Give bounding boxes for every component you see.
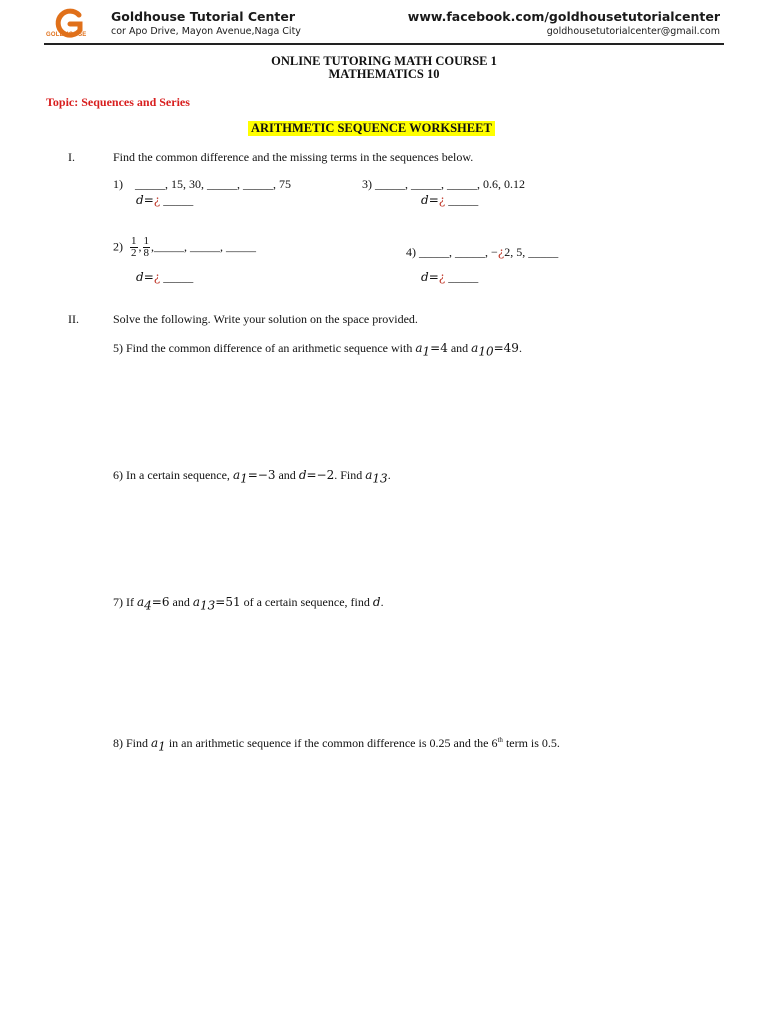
- q2-d-blank[interactable]: _____: [160, 270, 194, 284]
- center-address: cor Apo Drive, Mayon Avenue,Naga City: [111, 26, 301, 37]
- q2-line: 2) $\frac{1}{2}$ , $\frac{1}{8}$ ,_____, _____, _____: [113, 235, 256, 259]
- subject-title: MATHEMATICS 10: [328, 67, 440, 81]
- q8-solution-space[interactable]: [113, 756, 713, 976]
- goldhouse-g-icon: [44, 6, 100, 46]
- header-divider: [44, 43, 724, 45]
- q5-solution-space[interactable]: [113, 360, 713, 460]
- q3-line: [362, 177, 525, 192]
- q1-line: [113, 177, 291, 192]
- q7-solution-space[interactable]: [113, 615, 713, 725]
- q2-terms[interactable]: ,_____, _____, _____: [151, 239, 256, 254]
- q3-terms[interactable]: _____, _____, _____, 0.6, 0.12: [375, 177, 525, 191]
- q4-label: 4): [406, 245, 416, 259]
- q3-d-blank[interactable]: _____: [445, 193, 479, 207]
- q4-terms-before[interactable]: _____, _____,: [419, 245, 491, 259]
- part1-instruction: Find the common difference and the missing terms in the sequences below.: [113, 150, 474, 164]
- part1-numeral: I.: [68, 150, 75, 164]
- topic-label: Topic: Sequences and Series: [46, 95, 190, 109]
- q2-fraction-1: $\frac{1}{2}$: [131, 235, 137, 259]
- q6-solution-space[interactable]: [113, 488, 713, 588]
- q2-fraction-2: $\frac{1}{8}$: [143, 235, 149, 259]
- q4-d-blank[interactable]: _____: [445, 270, 479, 284]
- q8-text: 8) Find $a_1$ in an arithmetic sequence if the common difference is 0.25 and the 6th term is 0.5.: [113, 736, 560, 754]
- q3-d-line: d=¿ _____: [421, 193, 479, 207]
- q2-label: 2): [113, 239, 123, 254]
- q4-line: 4) _____, _____, −¿2, 5, _____: [406, 245, 559, 259]
- part2-instruction: Solve the following. Write your solution on the space provided.: [113, 312, 418, 326]
- q7-text: 7) If $a_4=6$ and $a_{13}=51$ of a certain sequence, find d.: [113, 595, 384, 613]
- goldhouse-logo: [44, 6, 100, 46]
- q1-label: 1): [113, 177, 123, 191]
- q6-text: 6) In a certain sequence, $a_1=-3$ and d=−2. Find $a_{13}$.: [113, 468, 391, 486]
- q1-d-line: d=¿ _____: [136, 193, 194, 207]
- part2-numeral: II.: [68, 312, 79, 326]
- center-name: Goldhouse Tutorial Center: [111, 9, 296, 24]
- q1-d-blank[interactable]: _____: [160, 193, 194, 207]
- q1-terms[interactable]: _____, 15, 30, _____, _____, 75: [135, 177, 291, 191]
- q4-terms-after[interactable]: 2, 5, _____: [504, 245, 559, 259]
- q2-d-line: d=¿ _____: [136, 270, 194, 284]
- logo-wordmark: GOLDHOUSE: [46, 32, 87, 38]
- q4-d-line: d=¿ _____: [421, 270, 479, 284]
- q3-label: 3): [362, 177, 372, 191]
- q5-text: 5) Find the common difference of an arithmetic sequence with $a_1=4$ and $a_{10}=49$.: [113, 341, 522, 359]
- worksheet-title: ARITHMETIC SEQUENCE WORKSHEET: [248, 121, 495, 136]
- email-link[interactable]: goldhousetutorialcenter@gmail.com: [546, 26, 720, 37]
- course-title: ONLINE TUTORING MATH COURSE 1: [271, 54, 497, 68]
- facebook-link[interactable]: www.facebook.com/goldhousetutorialcenter: [407, 9, 720, 24]
